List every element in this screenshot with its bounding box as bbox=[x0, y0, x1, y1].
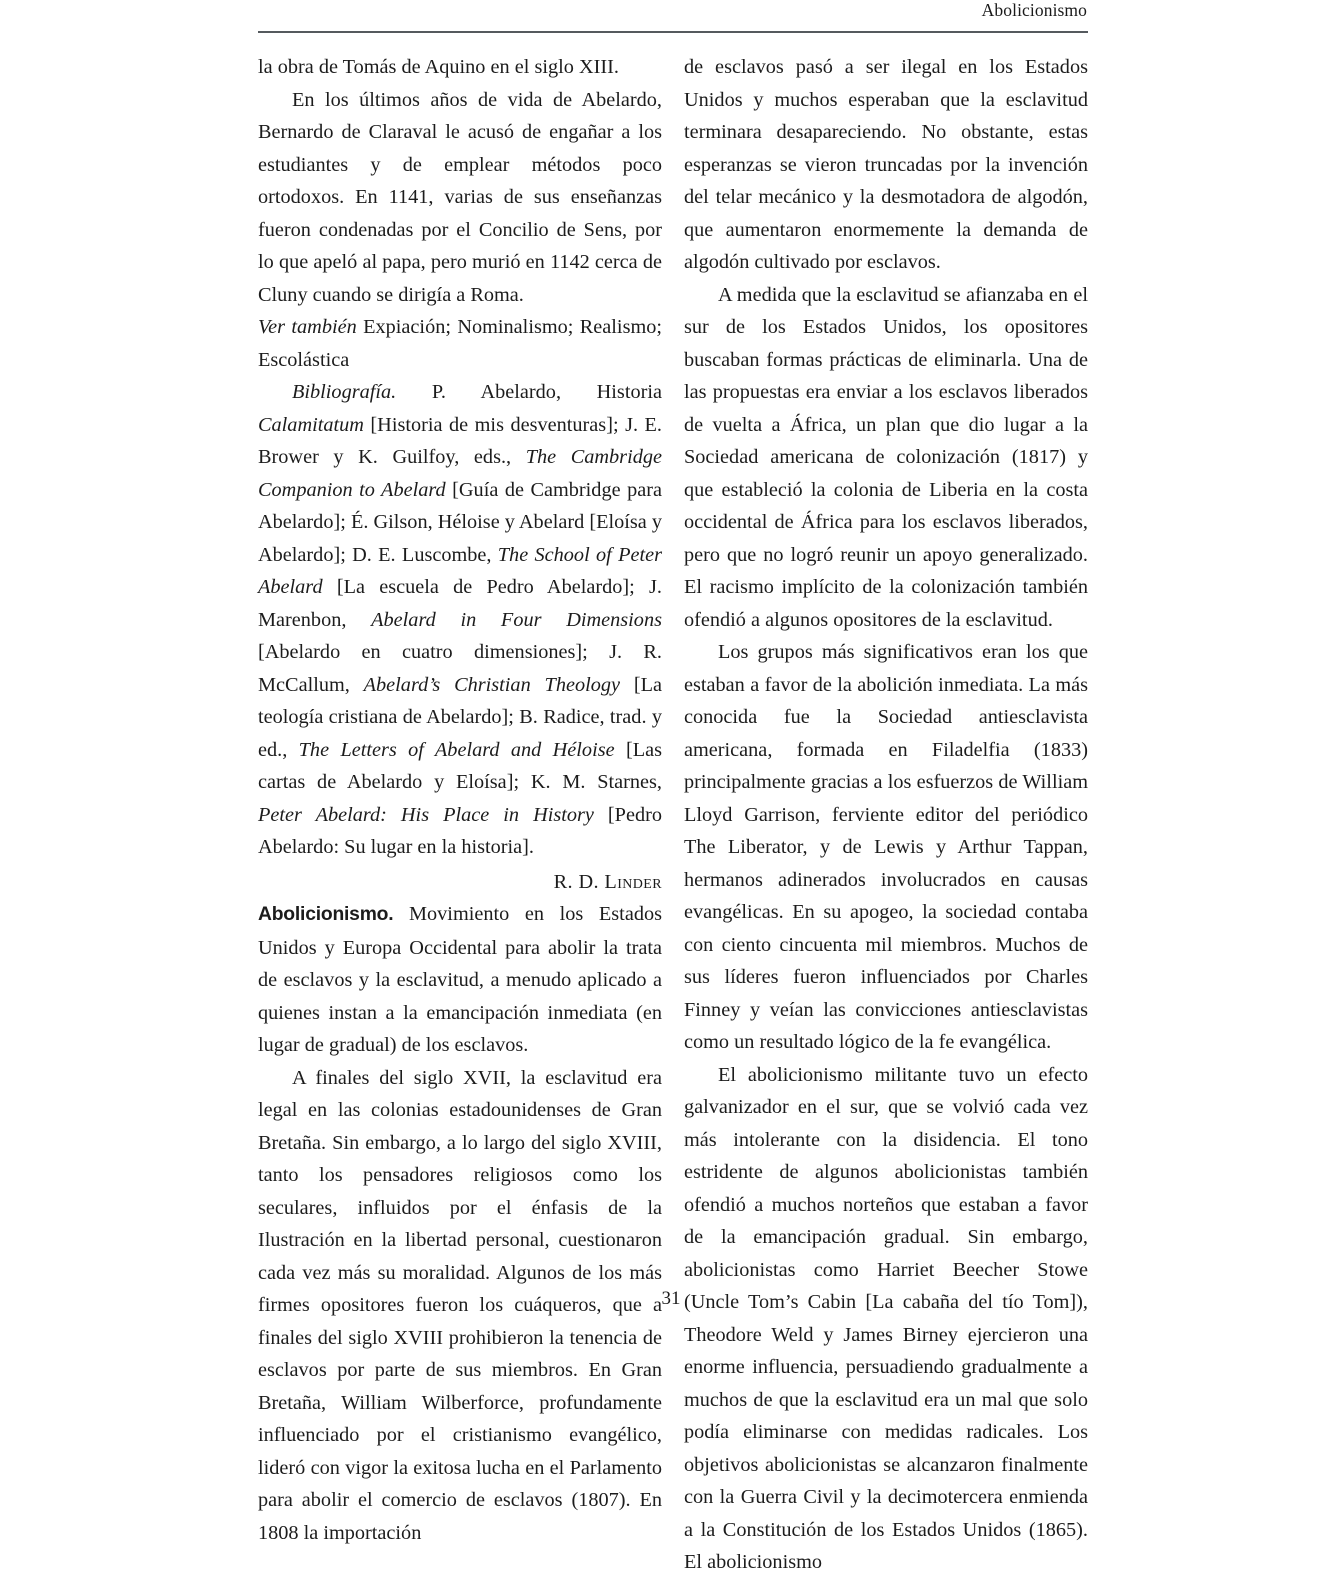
bibliography-title: Abelard in Four Dimensions bbox=[371, 608, 662, 631]
bibliography-text: [Guía de Cambridge para Abelardo]; É. Gilson, Héloise y Abelard [Eloísa y Abelardo]; D. E. Luscombe, bbox=[258, 478, 662, 566]
column-left bbox=[258, 51, 662, 1579]
header-rule bbox=[258, 31, 1088, 33]
paragraph-continuation: de esclavos pasó a ser ilegal en los Estados Unidos y muchos esperaban que la esclavitud terminara desapareciendo. No obstante, estas esperanzas se vieron truncadas por la invención del telar mecánico y la desmotadora de algodón, que aumentaron enormemente la demanda de algodón cultivado por esclavos. bbox=[684, 56, 1088, 273]
bibliography-body bbox=[258, 381, 662, 858]
bibliography-title: Abelard’s Christian Theology bbox=[363, 673, 621, 696]
bibliography-text: [Abelardo en cuatro dimensiones]; J. R. McCallum, bbox=[258, 641, 662, 696]
column-right bbox=[684, 51, 1088, 1579]
see-also-label: Ver también bbox=[258, 316, 357, 338]
author-signature bbox=[258, 866, 662, 899]
page-number: 31 bbox=[661, 1288, 681, 1309]
bibliography-paragraph bbox=[258, 376, 662, 864]
author-signature-name: R. D. Linder bbox=[553, 870, 662, 893]
bibliography-text: [La escuela de Pedro Abelardo]; J. Marenbon, bbox=[258, 576, 662, 631]
bibliography-text: [La teología cristiana de Abelardo]; B. Radice, trad. y ed., bbox=[258, 673, 662, 761]
running-head-title: Abolicionismo bbox=[981, 0, 1087, 20]
paragraph-siglo-xvii: A finales del siglo XVII, la esclavitud era legal en las colonias estadounidenses de Gran Bretaña. Sin embargo, a lo largo del siglo XVIII, tanto los pensadores religiosos como los seculares, influidos por el énfasis de la Ilustración en la libertad personal, cuestionaron cada vez más su moralidad. Algunos de los más firmes opositores fueron los cuáqueros, que a finales del siglo XVIII prohibieron la tenencia de esclavos por parte de sus miembros. En Gran Bretaña, William Wilberforce, profundamente influenciado por el cristianismo evangélico, lideró con vigor la exitosa lucha en el Parlamento para abolir el comercio de esclavos (1807). En 1808 la importación bbox=[258, 1066, 662, 1544]
paragraph-colonizacion: A medida que la esclavitud se afianzaba en el sur de los Estados Unidos, los opositores buscaban formas prácticas de eliminarla. Una de las propuestas era enviar a los esclavos liberados de vuelta a África, un plan que dio lugar a la Sociedad americana de colonización (1817) y que estableció la colonia de Liberia en la costa occidental de África para los esclavos liberados, pero que no logró reunir un apoyo generalizado. El racismo implícito de la colonización también ofendió a algunos opositores de la esclavitud. bbox=[684, 283, 1088, 631]
running-head bbox=[258, 0, 1088, 30]
paragraph-abelardo: En los últimos años de vida de Abelardo, Bernardo de Claraval le acusó de engañar a los estudiantes y de emplear métodos poco ortodoxos. En 1141, varias de sus enseñanzas fueron condenadas por el Concilio de Sens, por lo que apeló al papa, pero murió en 1142 cerca de Cluny cuando se dirigía a Roma. bbox=[258, 88, 662, 306]
entry-definition: Movimiento en los Estados Unidos y Europa Occidental para abolir la trata de esclavos y la esclavitud, a menudo aplicado a quienes instan a la emancipación inmediata (en lugar de gradual) de los esclavos. bbox=[258, 903, 662, 1056]
bibliography-text: [Historia de mis desventuras]; J. E. Brower y K. Guilfoy, eds., bbox=[258, 413, 662, 468]
bibliography-title: The Letters of Abelard and Héloise bbox=[298, 738, 615, 761]
see-also-line bbox=[258, 311, 662, 376]
page-content bbox=[258, 0, 1088, 1573]
see-also-entries: Expiación; Nominalismo; Realismo; Escolástica bbox=[258, 316, 663, 371]
bibliography-text: [Pedro Abelardo: Su lugar en la historia]. bbox=[258, 803, 662, 858]
bibliography-title: Peter Abelard: His Place in History bbox=[258, 803, 594, 826]
paragraph-continued: la obra de Tomás de Aquino en el siglo XIII. bbox=[258, 56, 619, 78]
bibliography-title: Calamitatum bbox=[258, 413, 364, 436]
entry-abolicionismo bbox=[258, 898, 662, 1062]
entry-headword: Abolicionismo. bbox=[258, 904, 394, 925]
bibliography-text: P. Abelardo, Historia bbox=[396, 381, 662, 403]
paragraph-sociedad: Los grupos más significativos eran los que estaban a favor de la abolición inmediata. La más conocida fue la Sociedad antiesclavista americana, formada en Filadelfia (1833) principalmente gracias a los esfuerzos de William Lloyd Garrison, ferviente editor del periódico The Liberator, y de Lewis y Arthur Tappan, hermanos adinerados involucrados en causas evangélicas. En su apogeo, la sociedad contaba con ciento cincuenta mil miembros. Muchos de sus líderes fueron influenciados por Charles Finney y veían las convicciones antiesclavistas como un resultado lógico de la fe evangélica. bbox=[684, 641, 1088, 1053]
bibliography-title: The School of Peter Abelard bbox=[258, 543, 662, 598]
bibliography-title: The Cambridge Companion to Abelard bbox=[258, 446, 662, 501]
bibliography-label: Bibliografía. bbox=[292, 381, 397, 403]
two-column-body bbox=[258, 51, 1088, 1579]
bibliography-text: [Las cartas de Abelardo y Eloísa]; K. M. Starnes, bbox=[258, 738, 663, 793]
folio bbox=[0, 1288, 1342, 1310]
paragraph-militante: El abolicionismo militante tuvo un efecto galvanizador en el sur, que se volvió cada vez más intolerante con la disidencia. El tono estridente de algunos abolicionistas también ofendió a muchos norteños que estaban a favor de la emancipación gradual. Sin embargo, abolicionistas como Harriet Beecher Stowe (Uncle Tom’s Cabin [La cabaña del tío Tom]), Theodore Weld y James Birney ejercieron una enorme influencia, persuadiendo gradualmente a muchos de que la esclavitud era un mal que solo podía eliminarse con medidas radicales. Los objetivos abolicionistas se alcanzaron finalmente con la Guerra Civil y la decimotercera enmienda a la Constitución de los Estados Unidos (1865). El abolicionismo bbox=[684, 1063, 1088, 1573]
